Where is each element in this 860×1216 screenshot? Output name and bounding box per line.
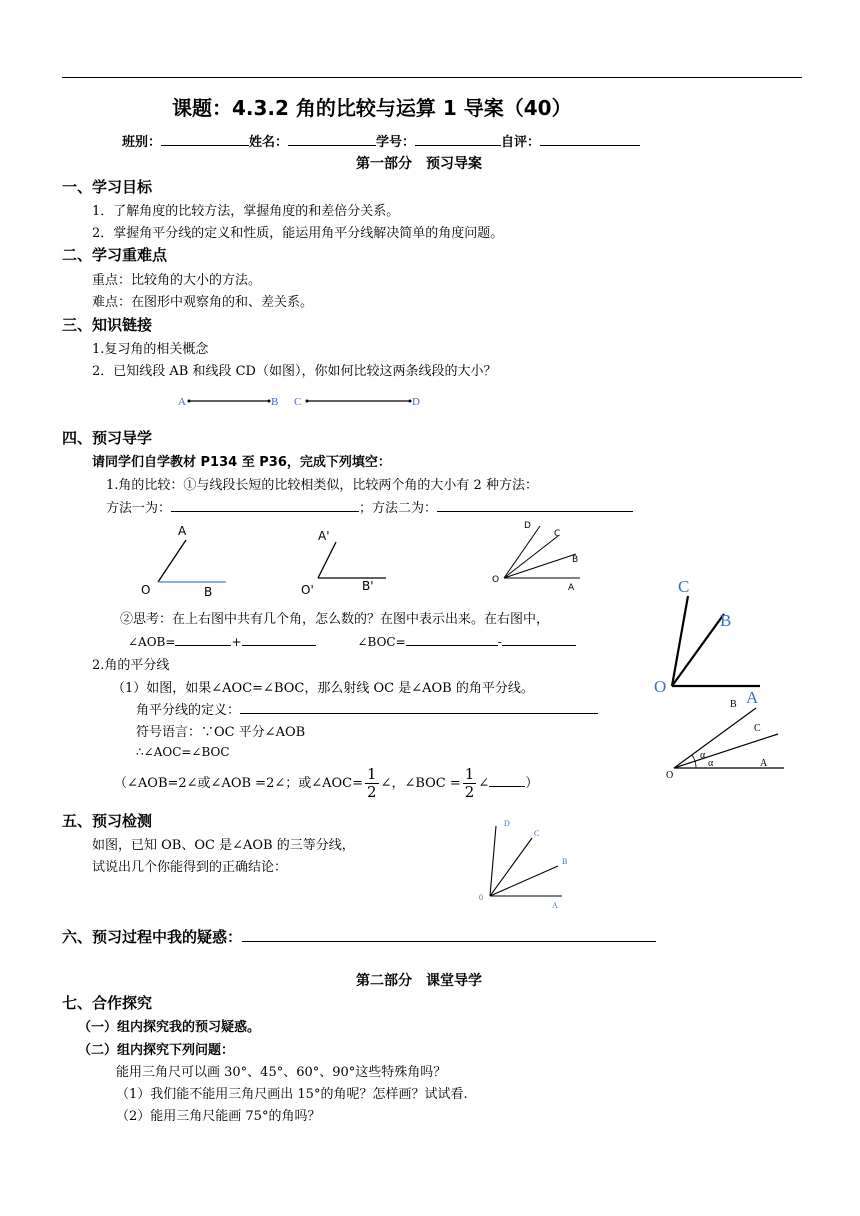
therefore-line: ∴∠AOC=∠BOC — [136, 745, 230, 759]
s1-item-1: 1．了解角度的比较方法，掌握角度的和差倍分关系。 — [92, 204, 400, 219]
definition-label: 角平分线的定义： — [136, 703, 241, 718]
fig2-label-a: A' — [318, 529, 330, 543]
method2-field[interactable] — [437, 498, 633, 512]
boc-field-1[interactable] — [406, 632, 498, 646]
bis-fig-label-o: O — [666, 770, 674, 781]
angle-figure-a1ob1 — [298, 522, 398, 598]
seg-label-c: C — [294, 396, 302, 408]
s1-item-2: 2．掌握角平分线的定义和性质，能运用角平分线解决简单的角度问题。 — [92, 226, 504, 241]
seg-label-d: D — [412, 396, 420, 408]
trisector-figure — [474, 812, 574, 910]
s5-heading: 五、预习检测 — [62, 812, 153, 830]
s7-q2: （2）能用三角尺能画 75°的角吗？ — [116, 1109, 321, 1124]
big-fig-label-b: B — [720, 611, 732, 630]
bis-fig-label-alpha-2: α — [708, 758, 714, 769]
boc-eq-label: ∠BOC= — [357, 635, 406, 649]
s4-think: ②思考：在上右图中共有几个角，怎么数的？在图中表示出来。在右图中， — [120, 612, 550, 627]
s2-key: 重点：比较角的大小的方法。 — [92, 273, 262, 288]
s2-heading: 二、学习重难点 — [62, 246, 168, 264]
s2-difficult: 难点：在图形中观察角的和、差关系。 — [92, 295, 314, 310]
boc-field-2[interactable] — [502, 632, 576, 646]
s3-heading: 三、知识链接 — [62, 316, 153, 334]
s1-heading: 一、学习目标 — [62, 178, 153, 196]
formula-part-c: ∠ — [478, 776, 490, 791]
eval-field[interactable] — [540, 132, 640, 146]
segments-diagram — [170, 390, 430, 412]
name-label: 姓名： — [249, 135, 289, 150]
fig1-label-a: A — [178, 524, 187, 538]
fig3-label-c: C — [554, 529, 561, 539]
fig1-label-b: B — [204, 585, 213, 599]
s3-item-2: 2．已知线段 AB 和线段 CD（如图），你如何比较这两条线段的大小？ — [92, 364, 497, 379]
class-label: 班别： — [122, 135, 162, 150]
s7-sub-2: （二）组内探究下列问题： — [78, 1043, 235, 1058]
s7-heading: 七、合作探究 — [62, 994, 153, 1012]
student-info-line — [122, 131, 640, 150]
angle-figure-boc — [648, 572, 764, 707]
definition-field[interactable] — [240, 700, 598, 714]
s5-fig-label-c: C — [534, 829, 540, 838]
fraction-half-2: $\frac{1}{2}$ — [464, 765, 475, 801]
plus-sign: + — [231, 635, 242, 649]
aob-field-1[interactable] — [175, 632, 231, 646]
symbol-language: 符号语言：∵OC 平分∠AOB — [136, 725, 306, 740]
s5-line-2: 试说出几个你能得到的正确结论： — [92, 860, 288, 875]
seg-label-b: B — [271, 396, 279, 408]
eval-label: 自评： — [501, 135, 541, 150]
s6-doubt-field[interactable] — [242, 926, 656, 942]
class-field[interactable] — [161, 132, 249, 146]
bisector-formula-line — [114, 766, 538, 801]
formula-field[interactable] — [489, 773, 525, 787]
big-fig-label-a: A — [746, 688, 759, 707]
part2-title: 第二部分 课堂导学 — [356, 973, 482, 989]
angle-figure-four-rays — [488, 516, 598, 594]
fig3-label-o: O — [492, 575, 500, 585]
bisector-title: 2.角的平分线 — [92, 658, 170, 673]
method1-label: 方法一为： — [106, 501, 172, 516]
bisector-definition-line — [136, 699, 598, 718]
formula-part-b: ∠，∠BOC = — [380, 776, 461, 791]
formula-part-a: （∠AOB=2∠或∠AOB =2∠；或∠AOC= — [114, 776, 364, 791]
s6-line — [62, 926, 656, 947]
big-fig-label-o: O — [654, 677, 667, 696]
bis-fig-label-b: B — [730, 699, 737, 710]
method1-field[interactable] — [171, 498, 359, 512]
s4-compare-line: 1.角的比较：①与线段长短的比较相类似，比较两个角的大小有 2 种方法： — [106, 478, 538, 493]
fig3-label-d: D — [524, 521, 531, 531]
s5-fig-label-a: A — [552, 901, 558, 910]
top-rule — [62, 77, 802, 78]
bisector-figure — [664, 694, 790, 780]
s7-q0: 能用三角尺可以画 30°、45°、60°、90°这些特殊角吗？ — [116, 1065, 447, 1080]
id-label: 学号： — [376, 135, 416, 150]
big-fig-label-c: C — [678, 577, 690, 596]
method2-label: ；方法二为： — [359, 501, 438, 516]
fig1-label-o: O — [141, 583, 151, 597]
name-field[interactable] — [288, 132, 376, 146]
s6-heading: 六、预习过程中我的疑惑： — [62, 928, 243, 946]
formula-part-d: ） — [525, 776, 539, 791]
s4-instruction: 请同学们自学教材 P134 至 P36，完成下列填空： — [92, 455, 391, 470]
s5-fig-label-o: 0 — [479, 893, 483, 902]
s4-methods-line — [106, 497, 633, 516]
part1-title: 第一部分 预习导案 — [356, 156, 482, 172]
s4-heading: 四、预习导学 — [62, 429, 153, 447]
fig3-label-b: B — [572, 555, 579, 565]
bis-fig-label-a: A — [760, 758, 768, 769]
s3-item-1: 1.复习角的相关概念 — [92, 342, 209, 357]
s5-fig-label-d: D — [504, 819, 510, 828]
bisector-statement: （1）如图，如果∠AOC=∠BOC，那么射线 OC 是∠AOB 的角平分线。 — [112, 681, 534, 696]
s7-sub-1: （一）组内探究我的预习疑惑。 — [78, 1020, 261, 1035]
angle-figure-aob — [138, 522, 238, 598]
fig2-label-b: B' — [362, 579, 374, 593]
fig2-label-o: O' — [301, 583, 314, 597]
s5-fig-label-b: B — [562, 857, 568, 866]
s5-line-1: 如图，已知 OB、OC 是∠AOB 的三等分线， — [92, 838, 355, 853]
seg-label-a: A — [178, 396, 186, 408]
page-title: 课题：4.3.2 角的比较与运算 1 导案（40） — [172, 96, 572, 120]
minus-sign: - — [497, 635, 502, 649]
bis-fig-label-alpha-1: α — [700, 750, 706, 761]
fraction-half-1: $\frac{1}{2}$ — [367, 765, 377, 801]
bis-fig-label-c: C — [754, 723, 761, 734]
aob-field-2[interactable] — [242, 632, 316, 646]
aob-eq-label: ∠AOB= — [128, 635, 176, 649]
s4-aob-boc-line — [128, 632, 576, 649]
fig3-label-a: A — [568, 583, 575, 593]
id-field[interactable] — [415, 132, 501, 146]
s7-q1: （1）我们能不能用三角尺画出 15°的角呢？怎样画？试试看. — [116, 1087, 468, 1102]
